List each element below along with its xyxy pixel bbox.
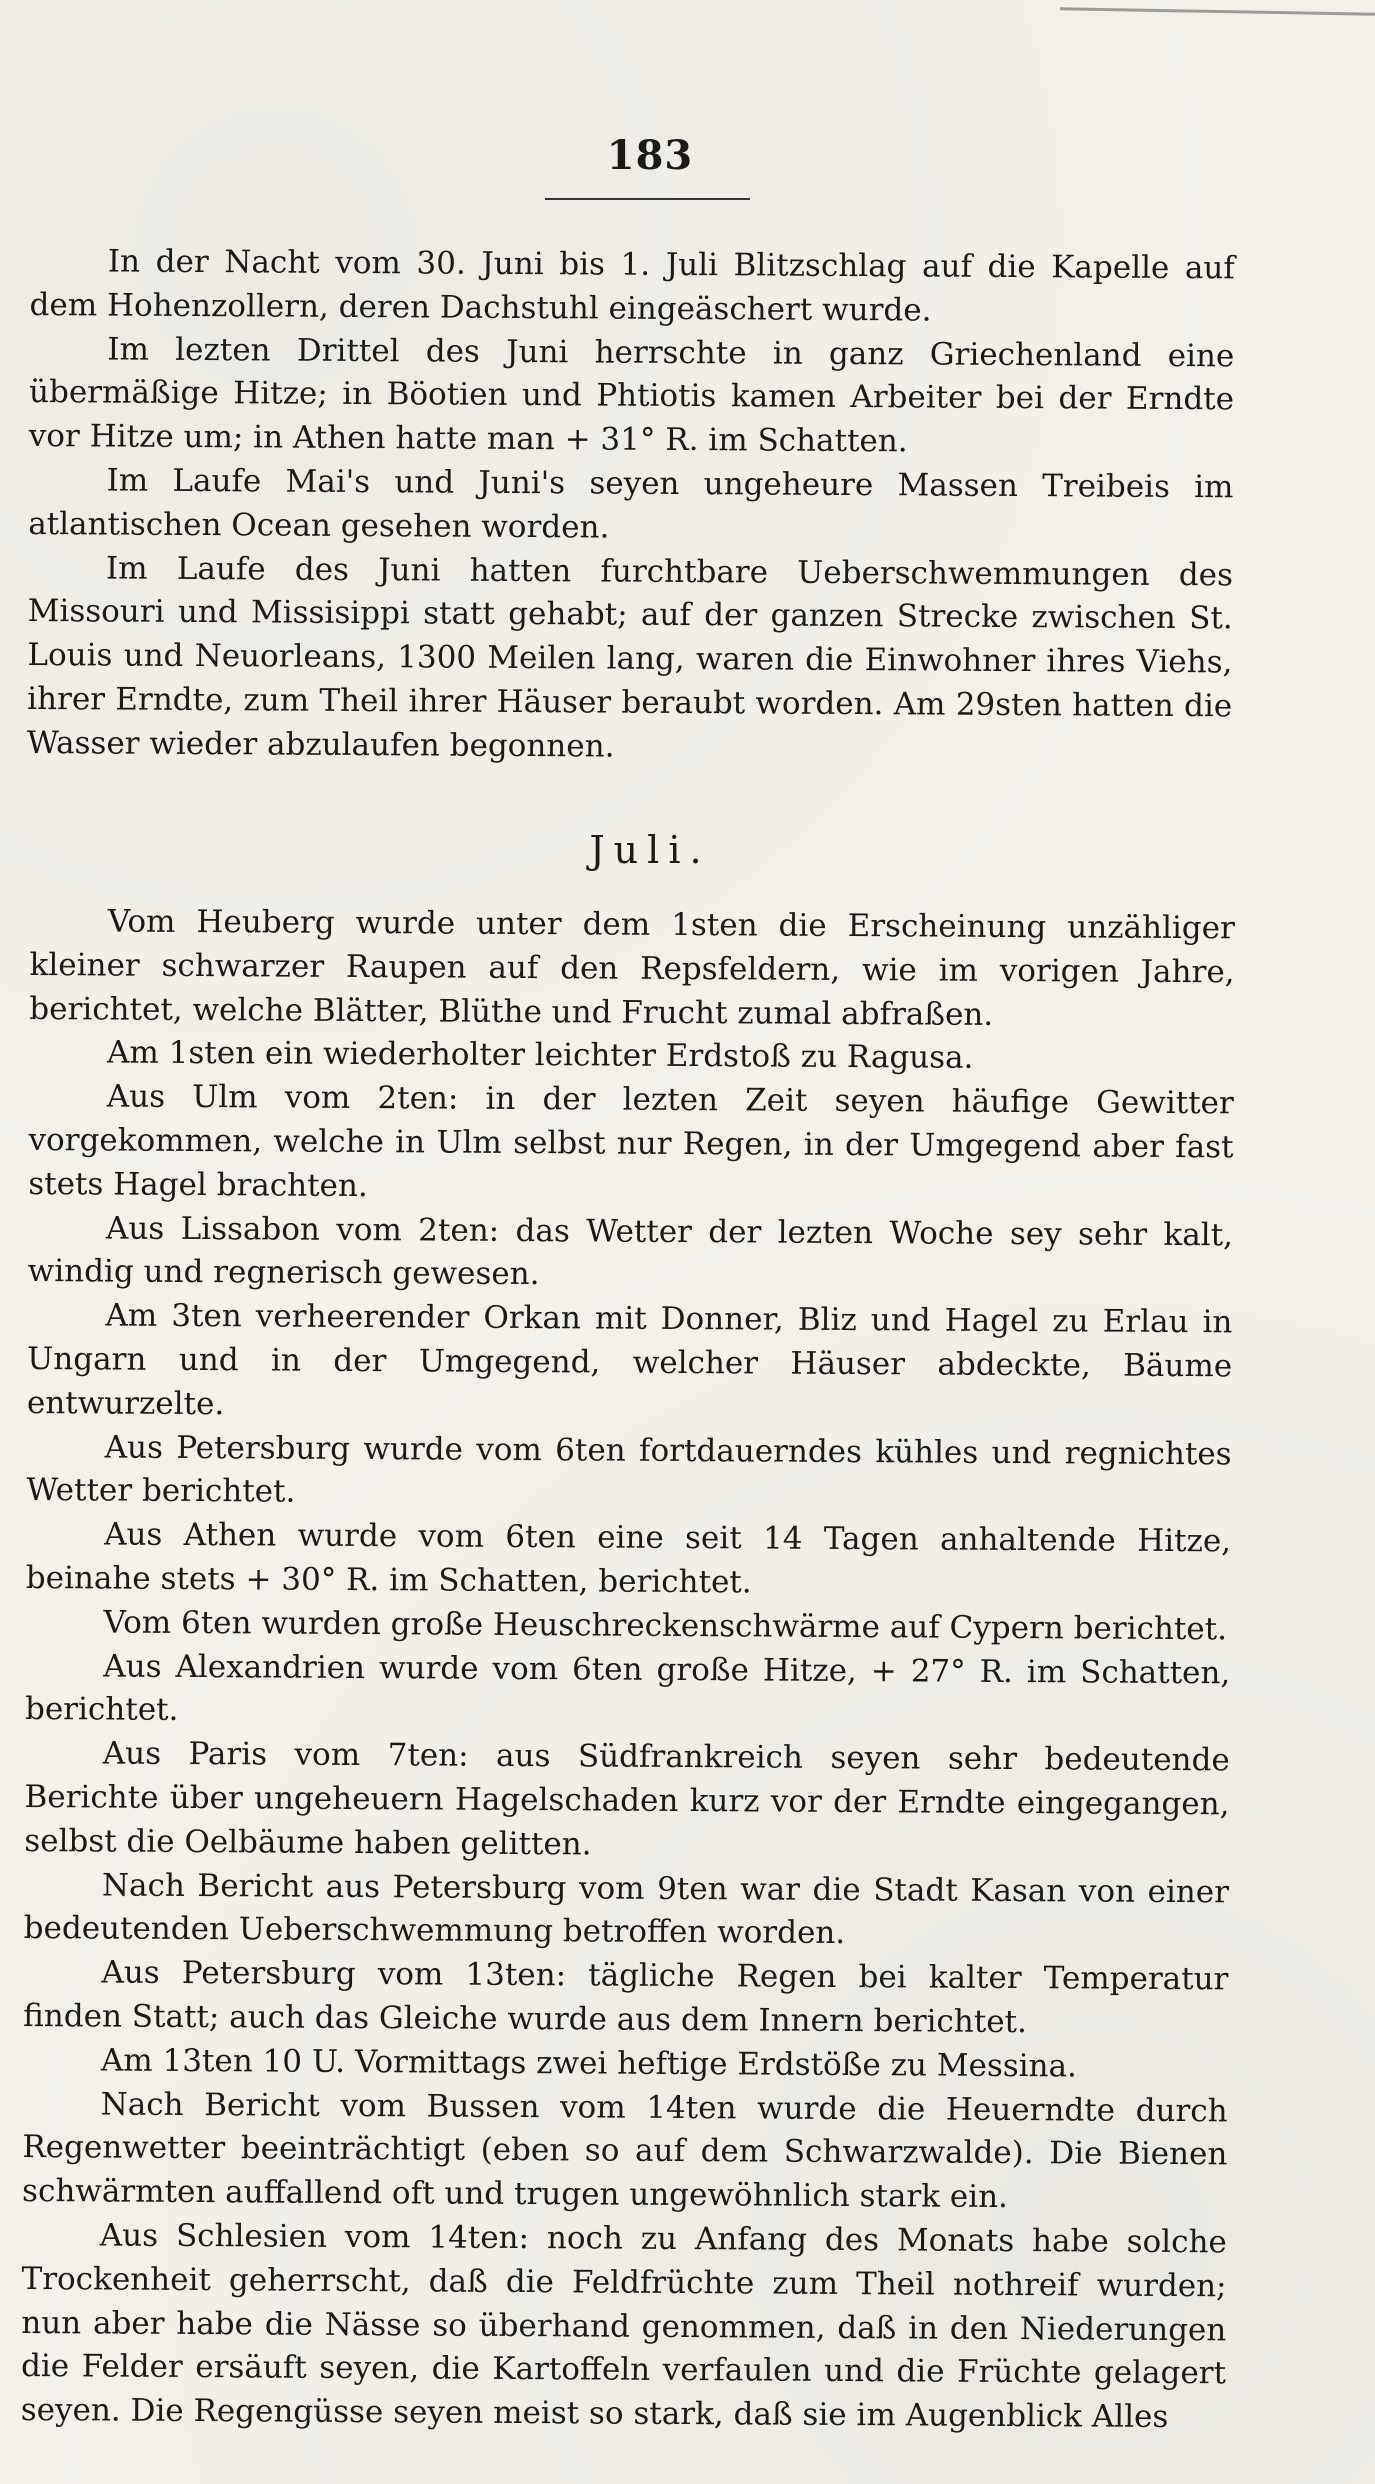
paragraph: Aus Athen wurde vom 6ten eine seit 14 Tagen anhaltende Hitze, beinahe stets + 30° R. im Schatten, berichtet. <box>25 1516 1232 1601</box>
paragraph: Im lezten Drittel des Juni herrschte in ganz Griechenland eine übermäßige Hitze; in Böotien und Phtiotis kamen Arbeiter bei der Erndte vor Hitze um; in Athen hatte man + 31° R. im Schatten. <box>28 331 1235 460</box>
section-heading-july: Juli. <box>589 828 711 872</box>
paragraph: Nach Bericht aus Petersburg vom 9ten war die Stadt Kasan von einer bedeutenden Ueberschwemmung betroffen worden. <box>23 1866 1230 1952</box>
paragraph: Am 3ten verheerender Orkan mit Donner, Bliz und Hagel zu Erlau in Ungarn und in der Umgegend, welcher Häuser abdeckte, Bäume entwurzelte. <box>26 1297 1233 1422</box>
paragraph: Vom Heuberg wurde unter dem 1sten die Erscheinung unzähliger kleiner schwarzer Raupen auf den Repsfeldern, wie im vorigen Jahre, berichtet, welche Blätter, Blüthe und Frucht zumal abfraßen. <box>29 903 1235 1033</box>
paragraph: In der Nacht vom 30. Juni bis 1. Juli Blitzschlag auf die Kapelle auf dem Hohenzollern, deren Dachstuhl eingeäschert wurde. <box>29 243 1235 329</box>
july-section <box>21 900 1235 2440</box>
paragraph: Im Laufe Mai's und Juni's seyen ungeheure Massen Treibeis im atlantischen Ocean gesehen worden. <box>28 462 1234 546</box>
paragraph: Aus Schlesien vom 14ten: noch zu Anfang des Monats habe solche Trockenheit geherrscht, daß die Feldfrüchte zum Theil nothreif wurden; nun aber habe die Nässe so überhand genommen, daß in den Niederungen die Felder ersäuft seyen, die Kartoffeln verfaulen und die Früchte gelagert seyen. Die Regengüsse seyen meist so stark, daß sie im Augenblick Alles <box>20 2217 1227 2436</box>
paragraph: Vom 6ten wurden große Heuschreckenschwärme auf Cypern berichtet. <box>103 1604 1228 1648</box>
paragraph: Im Laufe des Juni hatten furchtbare Ueberschwemmungen des Missouri und Missisippi statt gehabt; auf der ganzen Strecke zwischen St. Louis und Neuorleans, 1300 Meilen lang, waren die Einwohner ihres Viehs, ihrer Erndte, zum Theil ihrer Häuser beraubt worden. Am 29sten hatten die Wasser wieder abzulaufen begonnen. <box>26 550 1234 765</box>
paragraph: Aus Paris vom 7ten: aus Südfrankreich seyen sehr bedeutende Berichte über ungeheuern Hagelschaden kurz vor der Erndte eingegangen, selbst die Oelbäume haben gelitten. <box>24 1735 1230 1863</box>
paragraph: Am 13ten 10 U. Vormittags zwei heftige Erdstöße zu Messina. <box>100 2042 1078 2085</box>
paragraph: Am 1sten ein wiederholter leichter Erdstoß zu Ragusa. <box>106 1034 974 1077</box>
paragraph: Aus Lissabon vom 2ten: das Wetter der lezten Woche sey sehr kalt, windig und regnerisch gewesen. <box>27 1210 1234 1293</box>
paragraph: Aus Petersburg vom 13ten: tägliche Regen bei kalter Temperatur finden Statt; auch das Gleiche wurde aus dem Innern berichtet. <box>23 1954 1229 2041</box>
page-number: 183 <box>606 132 694 179</box>
june-section <box>27 240 1235 773</box>
paragraph: Aus Petersburg wurde vom 6ten fortdauerndes kühles und regnichtes Wetter berichtet. <box>26 1429 1232 1510</box>
paragraph: Aus Ulm vom 2ten: in der lezten Zeit seyen häufige Gewitter vorgekommen, welche in Ulm selbst nur Regen, in der Umgegend aber fast stets Hagel brachten. <box>28 1078 1234 1204</box>
page-number-rule <box>545 198 750 200</box>
paragraph: Nach Bericht vom Bussen vom 14ten wurde die Heuerndte durch Regenwetter beeinträchtigt (eben so auf dem Schwarzwalde). Die Bienen schwärmten auffallend oft und trugen ungewöhnlich stark ein. <box>22 2085 1228 2216</box>
page-edge-line <box>1060 0 1375 16</box>
paragraph: Aus Alexandrien wurde vom 6ten große Hitze, + 27° R. im Schatten, berichtet. <box>24 1648 1231 1729</box>
